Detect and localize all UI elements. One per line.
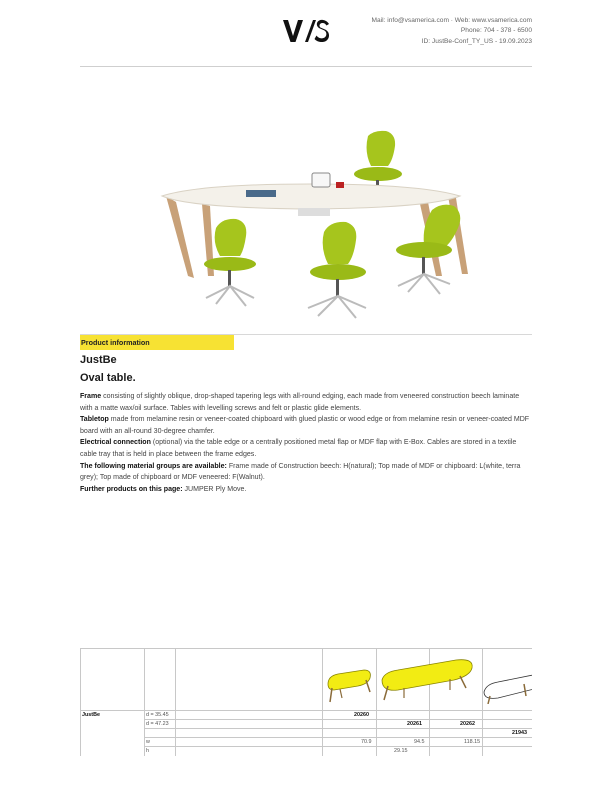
further-products-paragraph [80, 484, 532, 496]
table-border-left [80, 648, 81, 756]
row-diameter-label: d = 47.23 [146, 720, 169, 727]
table-product-name: JustBe [82, 711, 100, 718]
table-divider [175, 648, 176, 756]
electrical-paragraph [80, 437, 532, 460]
table-thumbnail-small [324, 662, 374, 704]
table-thumbnail-white [482, 662, 532, 704]
product-name: JustBe [80, 354, 117, 366]
dimension-value: 29.15 [394, 747, 408, 754]
tabletop-text: made from melamine resin or veneer-coated chipboard with glued plastic or wood edge or from melamine resin or veneer-coated MDF board with an all-round 30-degree chamfer. [80, 416, 530, 435]
header-divider [80, 66, 532, 67]
table-row-divider [144, 728, 532, 729]
product-photo [140, 126, 480, 326]
frame-text: consisting of slightly oblique, drop-shaped tapering legs with all-round edging, each made from veneered construction beech laminate with a matte wax/oil surface. Tables with levelling screws and felt or plastic glide elements. [80, 393, 520, 412]
tabletop-label: Tabletop [80, 416, 109, 424]
chair-back-left-photo [354, 131, 402, 192]
materials-text: Frame made of Construction beech: H(natural); Top made of MDF or chipboard: L(white, terra grey); Top made of chipboard or MDF veneered: F(Walnut). [80, 462, 521, 482]
tabletop-paragraph [80, 414, 532, 437]
dimension-label-height: h [146, 747, 149, 754]
frame-paragraph [80, 391, 532, 414]
electrical-label: Electrical connection [80, 439, 151, 447]
table-row-divider [144, 746, 532, 747]
section-label: Product information [81, 338, 150, 347]
table-divider [144, 648, 145, 756]
contact-info [372, 16, 532, 47]
frame-label: Frame [80, 393, 102, 400]
variants-table [80, 648, 532, 756]
product-description [80, 391, 532, 495]
further-products-text: JUMPER Ply Move. [182, 485, 247, 493]
vs-logo [283, 18, 331, 49]
table-divider [322, 648, 323, 756]
materials-label: The following material groups are available: [80, 462, 227, 470]
table-thumbnail-medium [378, 654, 480, 704]
table-border-top [80, 648, 532, 649]
dimension-value: 94.5 [414, 738, 425, 745]
article-code: 21943 [512, 729, 527, 736]
dimension-label-width: w [146, 738, 150, 745]
further-products-label: Further products on this page: [80, 485, 183, 493]
chair-right-photo [396, 205, 460, 294]
chair-left-photo [204, 219, 256, 306]
document-id: ID: JustBe-Conf_TY_US - 19.09.2023 [421, 37, 532, 45]
dimension-value: 70.9 [361, 738, 372, 745]
chair-center-photo [308, 222, 366, 318]
contact-mail-web: Mail: info@vsamerica.com · Web: www.vsamerica.com [371, 17, 532, 24]
row-diameter-label: d = 35.45 [146, 711, 169, 718]
product-information-banner [80, 335, 234, 350]
product-subtitle: Oval table. [80, 372, 136, 384]
electrical-text: (optional) via the table edge or a centrally positioned metal flap or MDF flap with E-Box. Cables are stored in a textile cable tray that is held in place between the frame edges. [80, 439, 517, 458]
materials-paragraph [80, 461, 532, 484]
article-code: 20262 [460, 720, 475, 727]
table-divider [376, 648, 377, 756]
article-code: 20260 [354, 711, 369, 718]
dimension-value: 118.15 [464, 738, 481, 745]
article-code: 20261 [407, 720, 422, 727]
contact-phone: Phone: 704 - 378 - 6500 [460, 27, 532, 35]
